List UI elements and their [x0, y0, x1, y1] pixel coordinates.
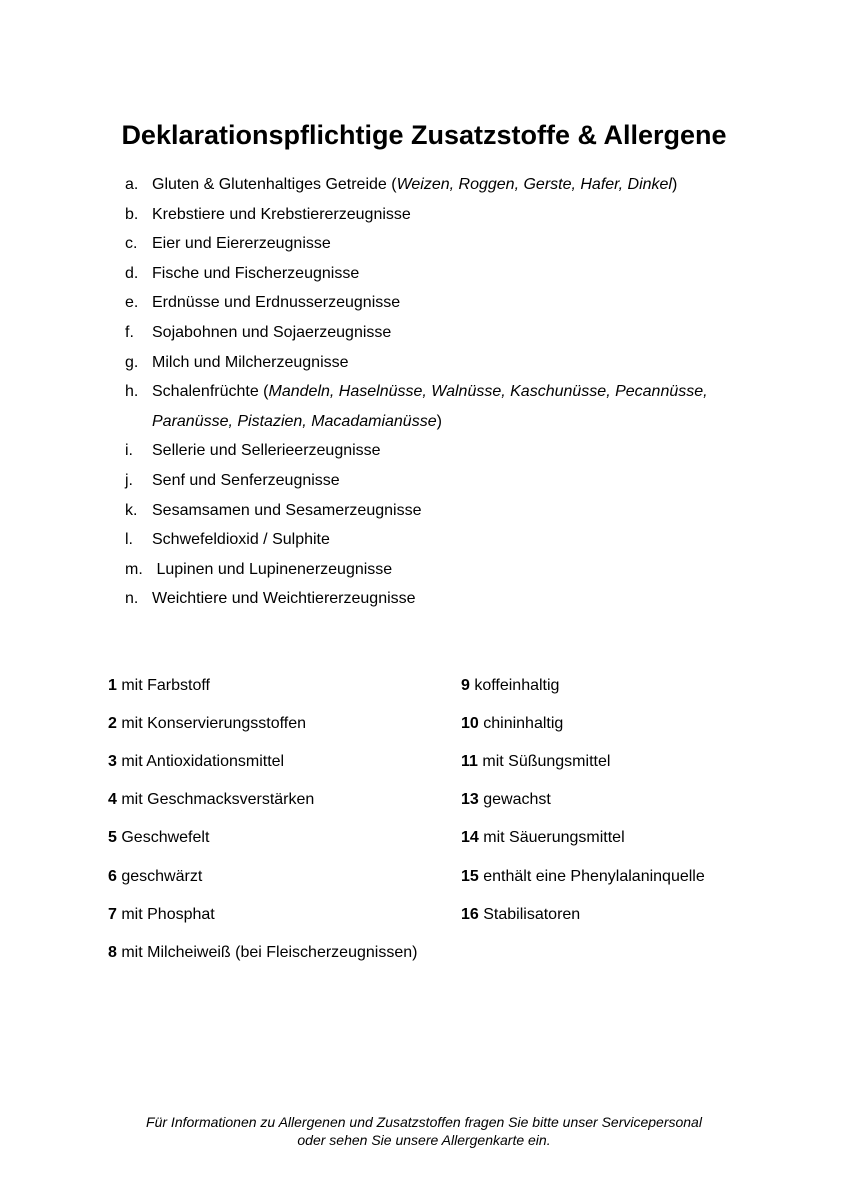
allergen-text: Schalenfrüchte ( — [152, 383, 269, 401]
additive-item — [108, 901, 215, 929]
allergen-text: Erdnüsse und Erdnusserzeugnisse — [152, 294, 401, 312]
additive-item — [108, 824, 209, 852]
additive-item — [108, 748, 284, 776]
additive-text: enthält eine Phenylalaninquelle — [478, 867, 705, 885]
additive-number: 7 — [108, 905, 117, 923]
allergen-letter: n. — [125, 590, 139, 608]
allergen-item — [125, 200, 762, 230]
additive-item — [461, 672, 559, 700]
additive-number: 3 — [108, 753, 117, 771]
additive-text: mit Geschmacksverstärken — [116, 791, 315, 809]
allergen-letter: c. — [125, 235, 138, 253]
additive-item — [108, 939, 417, 967]
allergen-item — [125, 436, 762, 466]
additive-item — [108, 863, 202, 891]
additive-text: gewachst — [478, 791, 551, 809]
additive-number: 8 — [108, 943, 117, 961]
allergen-text: Lupinen und Lupinenerzeugnisse — [152, 560, 393, 578]
additive-text: Geschwefelt — [116, 829, 210, 847]
allergen-letter: d. — [125, 264, 139, 282]
additive-number: 2 — [108, 715, 117, 733]
allergen-item — [125, 348, 762, 378]
additive-number: 11 — [461, 753, 478, 771]
allergen-letter: a. — [125, 176, 139, 193]
allergen-list — [125, 170, 762, 614]
allergen-examples: Mandeln, Haselnüsse, Walnüsse, Kaschunüsse, Pecannüsse, Paranüsse, Pistazien, Macadamianüsse — [152, 383, 708, 430]
allergen-suffix: ) — [671, 176, 678, 193]
allergen-item — [125, 466, 762, 496]
allergen-item — [125, 525, 762, 555]
allergen-text: Milch und Milcherzeugnisse — [152, 353, 349, 371]
allergen-letter: g. — [125, 353, 139, 371]
allergen-text: Eier und Eiererzeugnisse — [152, 235, 331, 253]
allergen-text: Schwefeldioxid / Sulphite — [152, 531, 330, 549]
allergen-letter: m. — [125, 560, 143, 578]
allergen-item — [125, 229, 762, 259]
allergen-item — [125, 555, 762, 585]
allergen-text: Fische und Fischerzeugnisse — [152, 264, 360, 282]
allergen-suffix: ) — [436, 412, 442, 430]
additive-item — [461, 863, 705, 891]
additive-text: mit Säuerungsmittel — [478, 829, 625, 847]
allergen-letter: i. — [125, 442, 133, 460]
additive-text: mit Süßungsmittel — [477, 753, 611, 771]
allergen-text: Senf und Senferzeugnisse — [152, 471, 340, 489]
allergen-text: Krebstiere und Krebstiererzeugnisse — [152, 205, 411, 223]
allergen-item — [125, 259, 762, 289]
additive-number: 13 — [461, 791, 479, 809]
allergen-letter: k. — [125, 501, 138, 519]
additive-number: 16 — [461, 905, 479, 923]
allergen-text: Gluten & Glutenhaltiges Getreide ( — [152, 176, 397, 193]
additive-number: 14 — [461, 829, 479, 847]
additive-text: chininhaltig — [478, 715, 564, 733]
additive-text: mit Farbstoff — [116, 677, 210, 694]
allergen-item — [125, 170, 762, 200]
allergen-examples: Weizen, Roggen, Gerste, Hafer, Dinkel — [396, 176, 672, 193]
allergen-letter: h. — [125, 383, 139, 401]
footer-line-2: oder sehen Sie unsere Allergenkarte ein. — [297, 1132, 551, 1148]
additive-text: mit Antioxidationsmittel — [116, 753, 285, 771]
additive-item — [461, 786, 551, 814]
footer-line-1: Für Informationen zu Allergenen und Zusatzstoffen fragen Sie bitte unser Servicepersonal — [146, 1114, 702, 1130]
additive-item — [461, 824, 625, 852]
allergen-letter: f. — [125, 323, 134, 341]
additive-number: 1 — [108, 677, 117, 694]
footer-note — [0, 1113, 848, 1149]
page-title: Deklarationspflichtige Zusatzstoffe & Allergene — [121, 120, 727, 150]
allergen-letter: b. — [125, 205, 139, 223]
allergen-text: Sojabohnen und Sojaerzeugnisse — [152, 323, 392, 341]
additive-number: 10 — [461, 715, 479, 733]
allergen-item — [125, 377, 762, 436]
allergen-item — [125, 584, 762, 614]
additive-number: 6 — [108, 867, 117, 885]
allergen-text: Weichtiere und Weichtiererzeugnisse — [152, 590, 416, 608]
additive-text: mit Milcheiweiß (bei Fleischerzeugnissen) — [116, 943, 418, 961]
additive-item — [108, 710, 306, 738]
allergen-text: Sellerie und Sellerieerzeugnisse — [152, 442, 381, 460]
allergen-letter: j. — [125, 471, 133, 489]
additive-item — [108, 786, 314, 814]
additive-number: 4 — [108, 791, 117, 809]
allergen-item — [125, 496, 762, 526]
additive-item — [108, 672, 210, 700]
additive-text: Stabilisatoren — [478, 905, 581, 923]
additive-text: mit Konservierungsstoffen — [116, 715, 307, 733]
additive-number: 5 — [108, 829, 117, 847]
additive-item — [461, 748, 610, 776]
additive-text: koffeinhaltig — [469, 677, 560, 694]
additive-text: geschwärzt — [116, 867, 203, 885]
additive-number: 9 — [461, 677, 470, 694]
allergen-item — [125, 288, 762, 318]
allergen-item — [125, 318, 762, 348]
additive-text: mit Phosphat — [116, 905, 215, 923]
additive-number: 15 — [461, 867, 479, 885]
allergen-letter: e. — [125, 294, 139, 312]
additive-item — [461, 901, 580, 929]
allergen-text: Sesamsamen und Sesamerzeugnisse — [152, 501, 422, 519]
additive-item — [461, 710, 563, 738]
allergen-letter: l. — [125, 531, 133, 549]
